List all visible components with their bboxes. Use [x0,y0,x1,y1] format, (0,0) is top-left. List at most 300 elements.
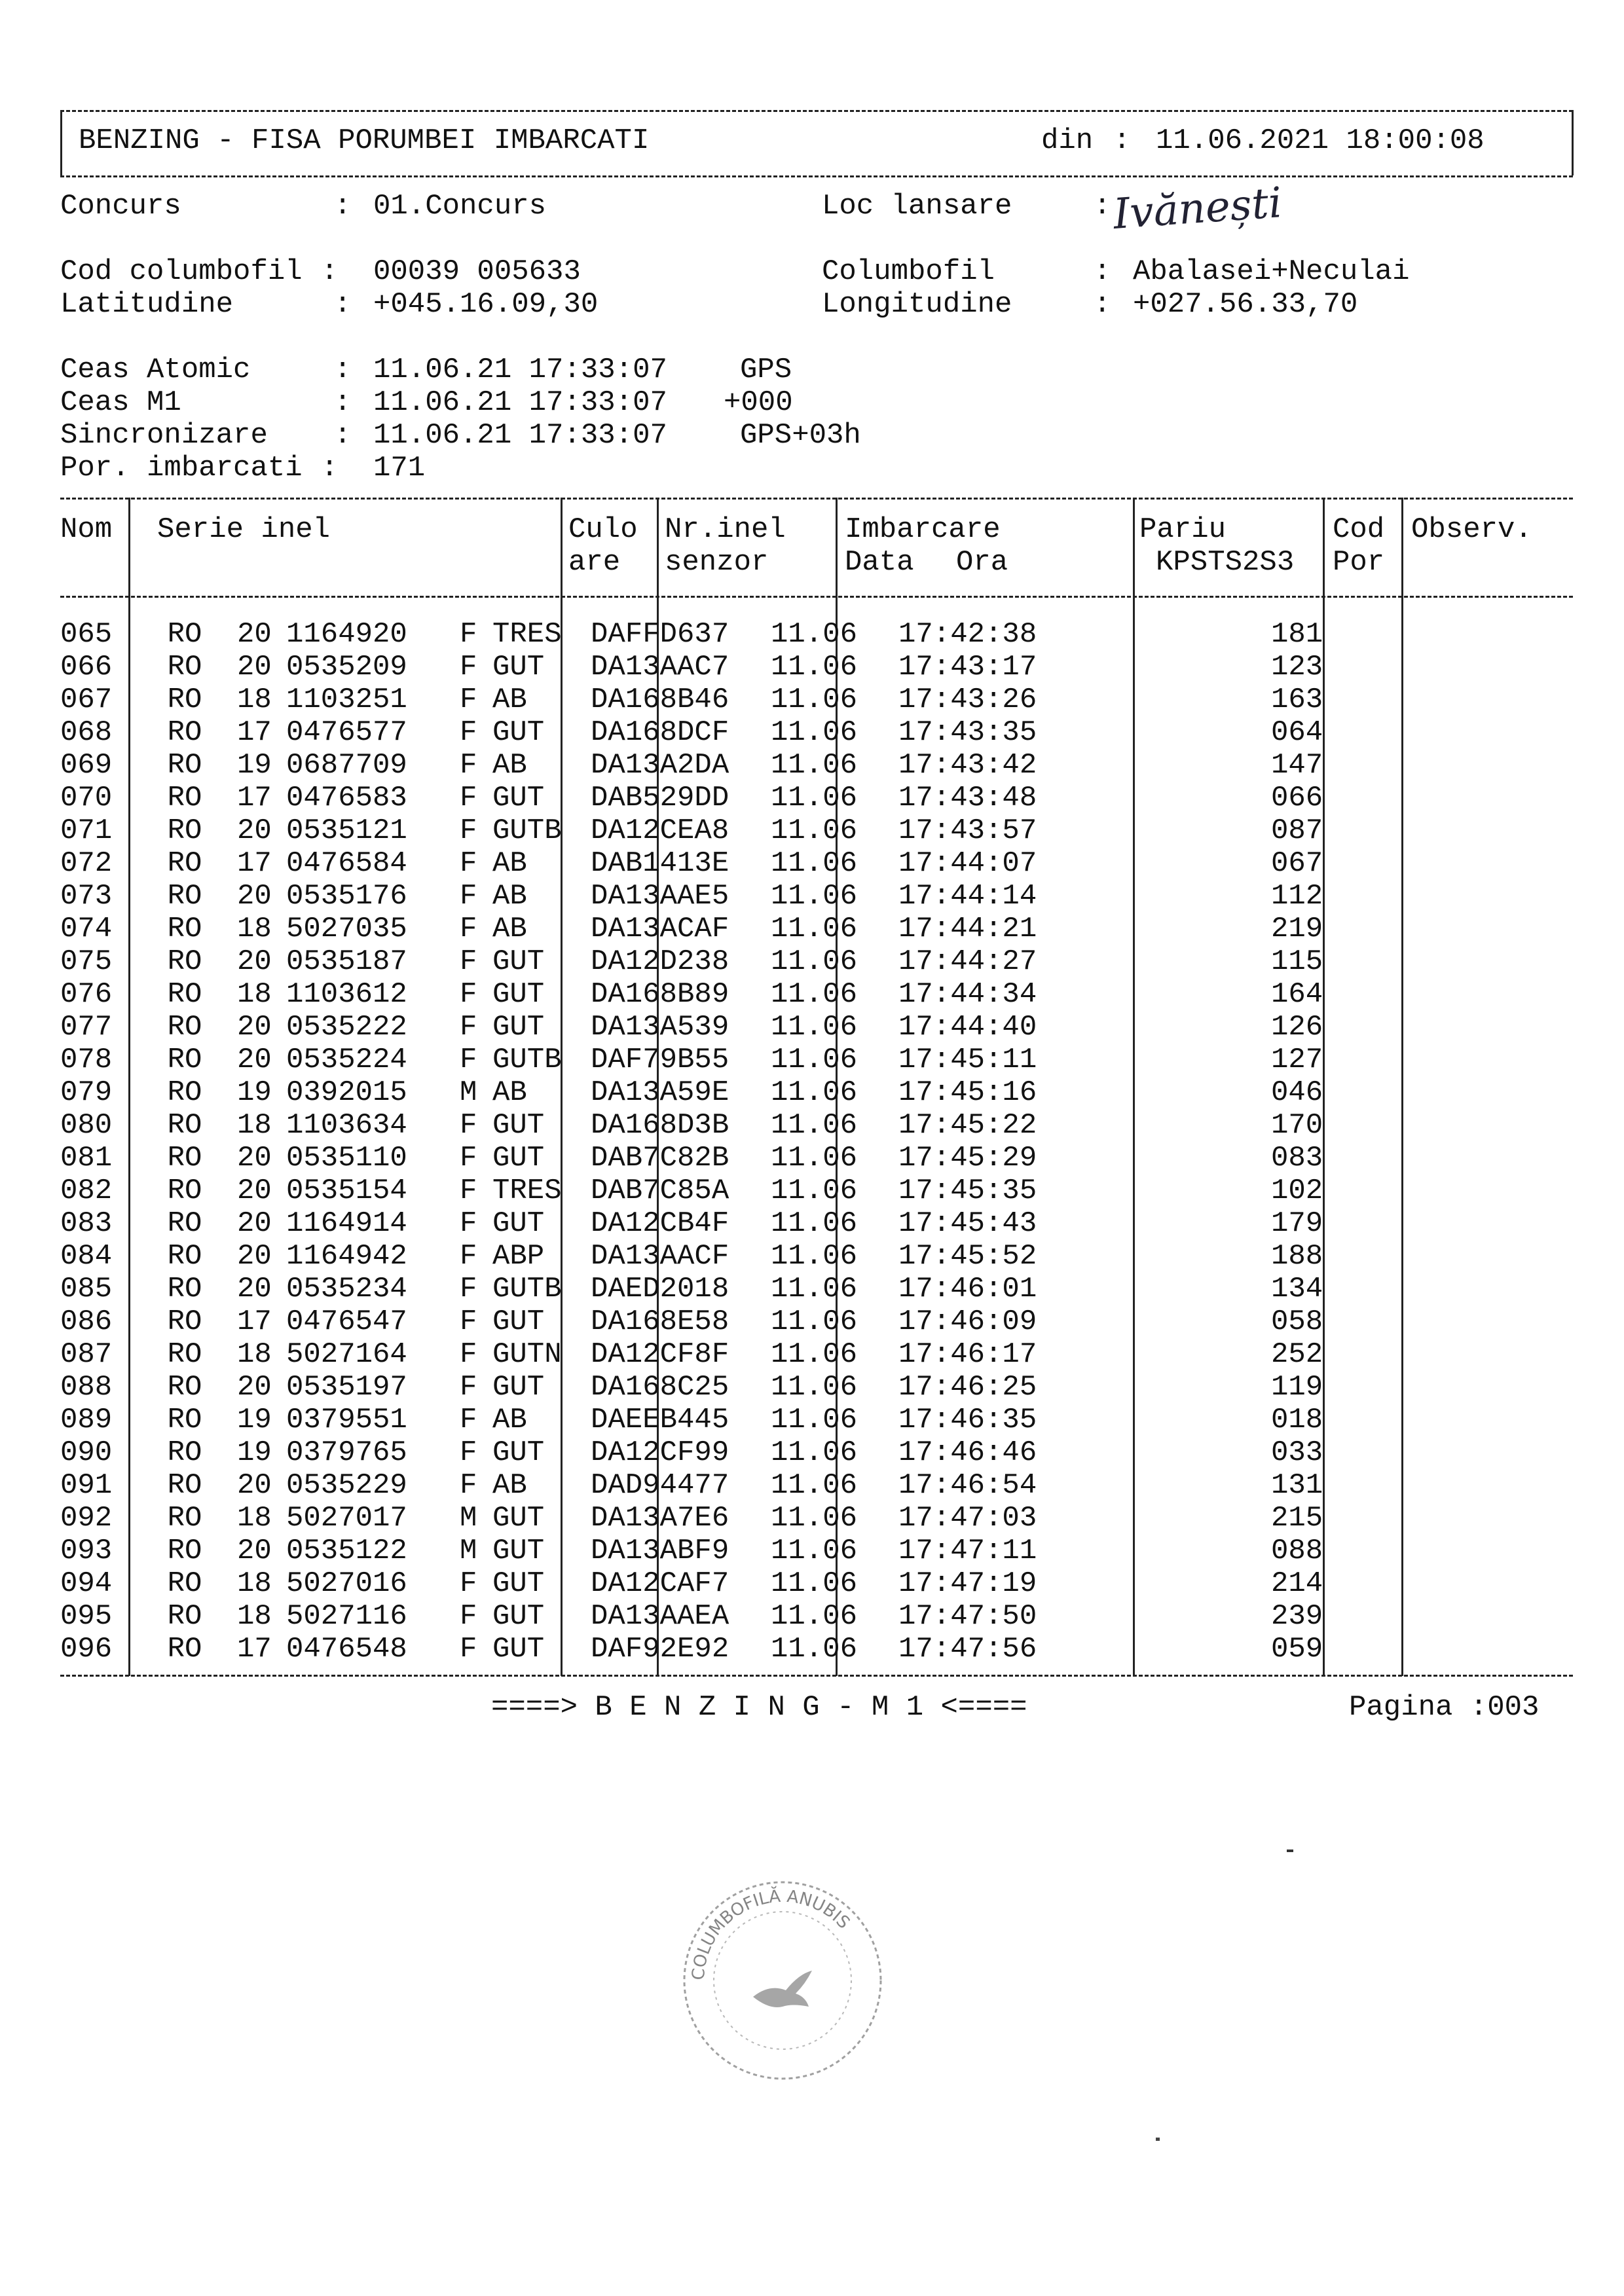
cell-cod-por: 134 [1271,1273,1323,1305]
cell-ring-number: 0535209 [286,651,407,683]
cell-sensor: DAEEB445 [591,1404,729,1436]
cell-color: GUTB [492,814,562,847]
cell-nom: 065 [60,618,113,651]
cell-nom: 088 [60,1371,113,1404]
cod-columbofil-value: 00039 005633 [373,255,581,288]
cell-sensor: DA12CB4F [591,1207,729,1240]
cell-year: 19 [237,749,272,782]
cell-cod-por: 018 [1271,1404,1323,1436]
cell-country: RO [167,683,202,716]
cell-sensor: DA168DCF [591,716,729,749]
cell-country: RO [167,847,202,880]
cell-ring-number: 0392015 [286,1076,407,1109]
cell-pariu [1065,913,1262,945]
cell-pariu [1065,1273,1262,1305]
cell-nom: 080 [60,1109,113,1142]
cell-country: RO [167,1404,202,1436]
cell-color: AB [492,1469,527,1502]
cell-ring-number: 1164914 [286,1207,407,1240]
table-row [60,782,1350,814]
table-row [60,1076,1350,1109]
cell-time: 17:43:17 [898,651,1037,683]
cell-cod-por: 179 [1271,1207,1323,1240]
cell-nom: 070 [60,782,113,814]
cell-sex: F [460,814,477,847]
sincronizare-label: Sincronizare [60,419,268,452]
table-top-rule [60,498,1573,500]
cell-sex: F [460,1011,477,1044]
cell-pariu [1065,814,1262,847]
cell-year: 20 [237,618,272,651]
cell-ring-number: 5027035 [286,913,407,945]
cell-sensor: DA168B89 [591,978,729,1011]
cell-sensor: DA168D3B [591,1109,729,1142]
cell-pariu [1065,1240,1262,1273]
cell-color: AB [492,913,527,945]
cell-year: 18 [237,1502,272,1535]
cell-date: 11.06 [771,1469,858,1502]
cell-nom: 079 [60,1076,113,1109]
page-value: :003 [1469,1691,1540,1724]
cell-cod-por: 066 [1271,782,1323,814]
col-nom: Nom [60,513,113,546]
cell-year: 19 [237,1076,272,1109]
cell-year: 17 [237,782,272,814]
cell-country: RO [167,1600,202,1633]
cell-sex: M [460,1076,477,1109]
cell-date: 11.06 [771,716,858,749]
table-row [60,618,1350,651]
cell-sex: F [460,945,477,978]
cell-sex: F [460,1600,477,1633]
table-row [60,1436,1350,1469]
cell-sex: F [460,1207,477,1240]
cell-sex: F [460,913,477,945]
cell-pariu [1065,683,1262,716]
cell-date: 11.06 [771,749,858,782]
cell-time: 17:43:57 [898,814,1037,847]
cell-nom: 066 [60,651,113,683]
table-row [60,1502,1350,1535]
cell-sex: F [460,1567,477,1600]
cell-sensor: DA12CF99 [591,1436,729,1469]
cell-time: 17:45:43 [898,1207,1037,1240]
table-row [60,814,1350,847]
cell-color: GUT [492,1502,545,1535]
cell-nom: 092 [60,1502,113,1535]
cell-date: 11.06 [771,1338,858,1371]
cell-country: RO [167,1502,202,1535]
cell-time: 17:46:54 [898,1469,1037,1502]
cell-color: TRES [492,1175,562,1207]
cell-sensor: DA12CF8F [591,1338,729,1371]
cell-nom: 086 [60,1305,113,1338]
cell-nom: 083 [60,1207,113,1240]
cell-nom: 081 [60,1142,113,1175]
cell-country: RO [167,945,202,978]
cell-cod-por: 064 [1271,716,1323,749]
cell-ring-number: 0687709 [286,749,407,782]
cell-country: RO [167,978,202,1011]
col-imbarcare-ora: Ora [956,546,1008,579]
cell-sensor: DAB529DD [591,782,729,814]
cell-nom: 075 [60,945,113,978]
cell-time: 17:43:35 [898,716,1037,749]
col-nrinel-2: senzor [665,546,769,579]
cell-pariu [1065,1567,1262,1600]
cell-country: RO [167,1109,202,1142]
cell-ring-number: 0535234 [286,1273,407,1305]
ceas-atomic-value: 11.06.21 17:33:07 [373,354,667,386]
cell-cod-por: 126 [1271,1011,1323,1044]
cell-nom: 082 [60,1175,113,1207]
cell-cod-por: 119 [1271,1371,1323,1404]
cell-color: GUT [492,1109,545,1142]
cell-color: GUT [492,978,545,1011]
table-row [60,651,1350,683]
cell-sensor: DA168B46 [591,683,729,716]
date-value: 11.06.2021 18:00:08 [1156,124,1485,157]
cell-time: 17:46:01 [898,1273,1037,1305]
table-row [60,945,1350,978]
cell-sex: F [460,749,477,782]
concurs-colon: : [334,190,352,223]
cell-sex: F [460,716,477,749]
ceas-atomic-colon: : [334,354,352,386]
cell-pariu [1065,847,1262,880]
longitudine-colon: : [1094,288,1111,321]
cell-year: 20 [237,651,272,683]
cell-cod-por: 067 [1271,847,1323,880]
cell-date: 11.06 [771,1371,858,1404]
table-row [60,1044,1350,1076]
loc-lansare-colon: : [1094,190,1111,223]
cell-sex: F [460,1044,477,1076]
cell-sensor: DA13A7E6 [591,1502,729,1535]
cell-pariu [1065,1600,1262,1633]
cell-date: 11.06 [771,651,858,683]
cell-ring-number: 0535110 [286,1142,407,1175]
cell-sensor: DA13ABF9 [591,1535,729,1567]
cell-color: TRES [492,618,562,651]
page-label: Pagina [1349,1691,1453,1724]
col-observ: Observ. [1411,513,1532,546]
por-colon: : [321,452,339,484]
cell-pariu [1065,978,1262,1011]
cell-time: 17:47:03 [898,1502,1037,1535]
cell-color: ABP [492,1240,545,1273]
cell-sex: F [460,1142,477,1175]
cell-sex: F [460,1273,477,1305]
cell-country: RO [167,782,202,814]
scan-speck [1287,1850,1293,1852]
cell-nom: 089 [60,1404,113,1436]
cell-color: GUTB [492,1273,562,1305]
cell-pariu [1065,1338,1262,1371]
cell-date: 11.06 [771,683,858,716]
table-row [60,913,1350,945]
cell-date: 11.06 [771,1044,858,1076]
table-row [60,1404,1350,1436]
concurs-label: Concurs [60,190,181,223]
col-cod: Cod [1333,513,1385,546]
cell-nom: 094 [60,1567,113,1600]
cell-sensor: DAFFD637 [591,618,729,651]
cell-pariu [1065,1109,1262,1142]
cell-country: RO [167,1371,202,1404]
cell-nom: 090 [60,1436,113,1469]
table-row [60,1109,1350,1142]
cell-year: 20 [237,880,272,913]
cell-time: 17:45:29 [898,1142,1037,1175]
cell-color: AB [492,880,527,913]
cell-country: RO [167,814,202,847]
cell-country: RO [167,1338,202,1371]
cell-year: 17 [237,847,272,880]
cell-pariu [1065,1404,1262,1436]
cell-color: GUT [492,1371,545,1404]
longitudine-value: +027.56.33,70 [1133,288,1358,321]
col-imbarcare: Imbarcare [845,513,1001,546]
cell-time: 17:44:07 [898,847,1037,880]
cell-date: 11.06 [771,1404,858,1436]
cell-time: 17:45:35 [898,1175,1037,1207]
cell-date: 11.06 [771,782,858,814]
cell-sex: F [460,1404,477,1436]
cell-time: 17:46:17 [898,1338,1037,1371]
cell-sensor: DA12CAF7 [591,1567,729,1600]
cell-nom: 072 [60,847,113,880]
cell-ring-number: 0535154 [286,1175,407,1207]
cell-nom: 087 [60,1338,113,1371]
cell-cod-por: 058 [1271,1305,1323,1338]
club-stamp [674,1872,891,2088]
cell-time: 17:45:11 [898,1044,1037,1076]
cell-date: 11.06 [771,1535,858,1567]
cell-color: GUTN [492,1338,562,1371]
cell-cod-por: 219 [1271,913,1323,945]
latitudine-value: +045.16.09,30 [373,288,599,321]
cell-color: AB [492,1404,527,1436]
cell-year: 18 [237,1567,272,1600]
cell-cod-por: 214 [1271,1567,1323,1600]
cell-sensor: DA13A2DA [591,749,729,782]
cell-color: AB [492,847,527,880]
cell-country: RO [167,1633,202,1666]
cell-country: RO [167,618,202,651]
cell-date: 11.06 [771,814,858,847]
cell-year: 18 [237,683,272,716]
cell-cod-por: 046 [1271,1076,1323,1109]
cell-sensor: DA12CEA8 [591,814,729,847]
cell-time: 17:44:14 [898,880,1037,913]
cell-pariu [1065,618,1262,651]
col-serie-inel: Serie inel [157,513,331,546]
cell-year: 17 [237,716,272,749]
table-row [60,1273,1350,1305]
cell-time: 17:47:11 [898,1535,1037,1567]
cell-pariu [1065,880,1262,913]
cell-sex: F [460,1240,477,1273]
table-row [60,1240,1350,1273]
cell-time: 17:46:09 [898,1305,1037,1338]
cell-pariu [1065,782,1262,814]
cell-time: 17:44:34 [898,978,1037,1011]
cell-sensor: DAB1413E [591,847,729,880]
cell-country: RO [167,1142,202,1175]
cell-cod-por: 087 [1271,814,1323,847]
table-header-rule [60,596,1573,598]
cell-nom: 069 [60,749,113,782]
cell-sex: F [460,1633,477,1666]
table-row [60,749,1350,782]
cell-year: 20 [237,1044,272,1076]
cell-cod-por: 147 [1271,749,1323,782]
cell-year: 20 [237,1240,272,1273]
cell-sensor: DA13A59E [591,1076,729,1109]
columbofil-colon: : [1094,255,1111,288]
cell-sensor: DA168E58 [591,1305,729,1338]
document-title: BENZING - FISA PORUMBEI IMBARCATI [79,124,650,157]
cell-pariu [1065,1371,1262,1404]
ceas-atomic-note: GPS [740,354,792,386]
cell-date: 11.06 [771,847,858,880]
cell-year: 18 [237,978,272,1011]
cell-color: GUT [492,1600,545,1633]
table-row [60,1633,1350,1666]
cell-color: GUT [492,1011,545,1044]
sincronizare-note: GPS+03h [740,419,861,452]
cell-nom: 071 [60,814,113,847]
cell-ring-number: 5027016 [286,1567,407,1600]
cell-year: 19 [237,1404,272,1436]
sincronizare-colon: : [334,419,352,452]
cell-year: 18 [237,1338,272,1371]
cell-year: 17 [237,1305,272,1338]
cell-nom: 093 [60,1535,113,1567]
cell-country: RO [167,1240,202,1273]
cell-year: 18 [237,913,272,945]
cell-country: RO [167,1011,202,1044]
cell-pariu [1065,1044,1262,1076]
cell-cod-por: 033 [1271,1436,1323,1469]
cell-sensor: DAF79B55 [591,1044,729,1076]
columbofil-value: Abalasei+Neculai [1133,255,1410,288]
cell-ring-number: 0379551 [286,1404,407,1436]
date-colon: : [1113,124,1131,157]
cell-time: 17:43:26 [898,683,1037,716]
cell-ring-number: 0476583 [286,782,407,814]
cell-time: 17:45:22 [898,1109,1037,1142]
cell-year: 20 [237,1469,272,1502]
table-row [60,683,1350,716]
cell-sex: F [460,683,477,716]
cell-nom: 095 [60,1600,113,1633]
table-row [60,1371,1350,1404]
cell-ring-number: 5027164 [286,1338,407,1371]
cell-year: 20 [237,1371,272,1404]
cell-ring-number: 1164920 [286,618,407,651]
header-left-border [60,110,62,175]
cell-sensor: DA13AAC7 [591,651,729,683]
cell-sensor: DAD94477 [591,1469,729,1502]
latitudine-label: Latitudine [60,288,234,321]
loc-lansare-handwritten: Ivănești [1111,179,1283,239]
cell-ring-number: 0476548 [286,1633,407,1666]
col-pariu-kpsts: KPSTS2S3 [1156,546,1295,579]
cell-color: GUT [492,1567,545,1600]
cell-cod-por: 164 [1271,978,1323,1011]
cell-date: 11.06 [771,1600,858,1633]
cell-date: 11.06 [771,1142,858,1175]
cell-ring-number: 5027017 [286,1502,407,1535]
cell-country: RO [167,716,202,749]
cell-color: AB [492,749,527,782]
cell-pariu [1065,1436,1262,1469]
cell-time: 17:47:50 [898,1600,1037,1633]
cell-sex: F [460,1338,477,1371]
cell-pariu [1065,1502,1262,1535]
cell-pariu [1065,1175,1262,1207]
cell-sex: F [460,1109,477,1142]
cell-nom: 074 [60,913,113,945]
table-row [60,1567,1350,1600]
cell-pariu [1065,1469,1262,1502]
cell-date: 11.06 [771,1305,858,1338]
stamp-text: COLUMBOFILĂ ANUBIS [688,1886,854,1981]
table-row [60,716,1350,749]
cell-pariu [1065,1305,1262,1338]
cell-cod-por: 123 [1271,651,1323,683]
table-row [60,1011,1350,1044]
table-row [60,880,1350,913]
cell-country: RO [167,1567,202,1600]
cell-country: RO [167,880,202,913]
cell-year: 20 [237,1273,272,1305]
cell-color: GUT [492,1436,545,1469]
cell-color: GUT [492,651,545,683]
cell-cod-por: 115 [1271,945,1323,978]
cell-date: 11.06 [771,1567,858,1600]
cell-cod-por: 181 [1271,618,1323,651]
sep-cod [1401,498,1403,1676]
cell-pariu [1065,1207,1262,1240]
cell-ring-number: 0535229 [286,1469,407,1502]
date-label: din [1041,124,1094,157]
table-row [60,1600,1350,1633]
cell-time: 17:43:48 [898,782,1037,814]
cod-columbofil-label: Cod columbofil [60,255,303,288]
table-row [60,1469,1350,1502]
cell-sex: F [460,1469,477,1502]
cell-date: 11.06 [771,1273,858,1305]
cell-ring-number: 1103634 [286,1109,407,1142]
cell-country: RO [167,651,202,683]
cell-date: 11.06 [771,1207,858,1240]
cell-ring-number: 0535121 [286,814,407,847]
ceas-m1-label: Ceas M1 [60,386,181,419]
cell-time: 17:46:35 [898,1404,1037,1436]
sincronizare-value: 11.06.21 17:33:07 [373,419,667,452]
cell-cod-por: 112 [1271,880,1323,913]
cell-pariu [1065,1011,1262,1044]
scan-speck [1156,2138,1160,2141]
cell-sex: F [460,782,477,814]
cell-time: 17:43:42 [898,749,1037,782]
cell-nom: 084 [60,1240,113,1273]
cell-time: 17:47:19 [898,1567,1037,1600]
ceas-m1-colon: : [334,386,352,419]
